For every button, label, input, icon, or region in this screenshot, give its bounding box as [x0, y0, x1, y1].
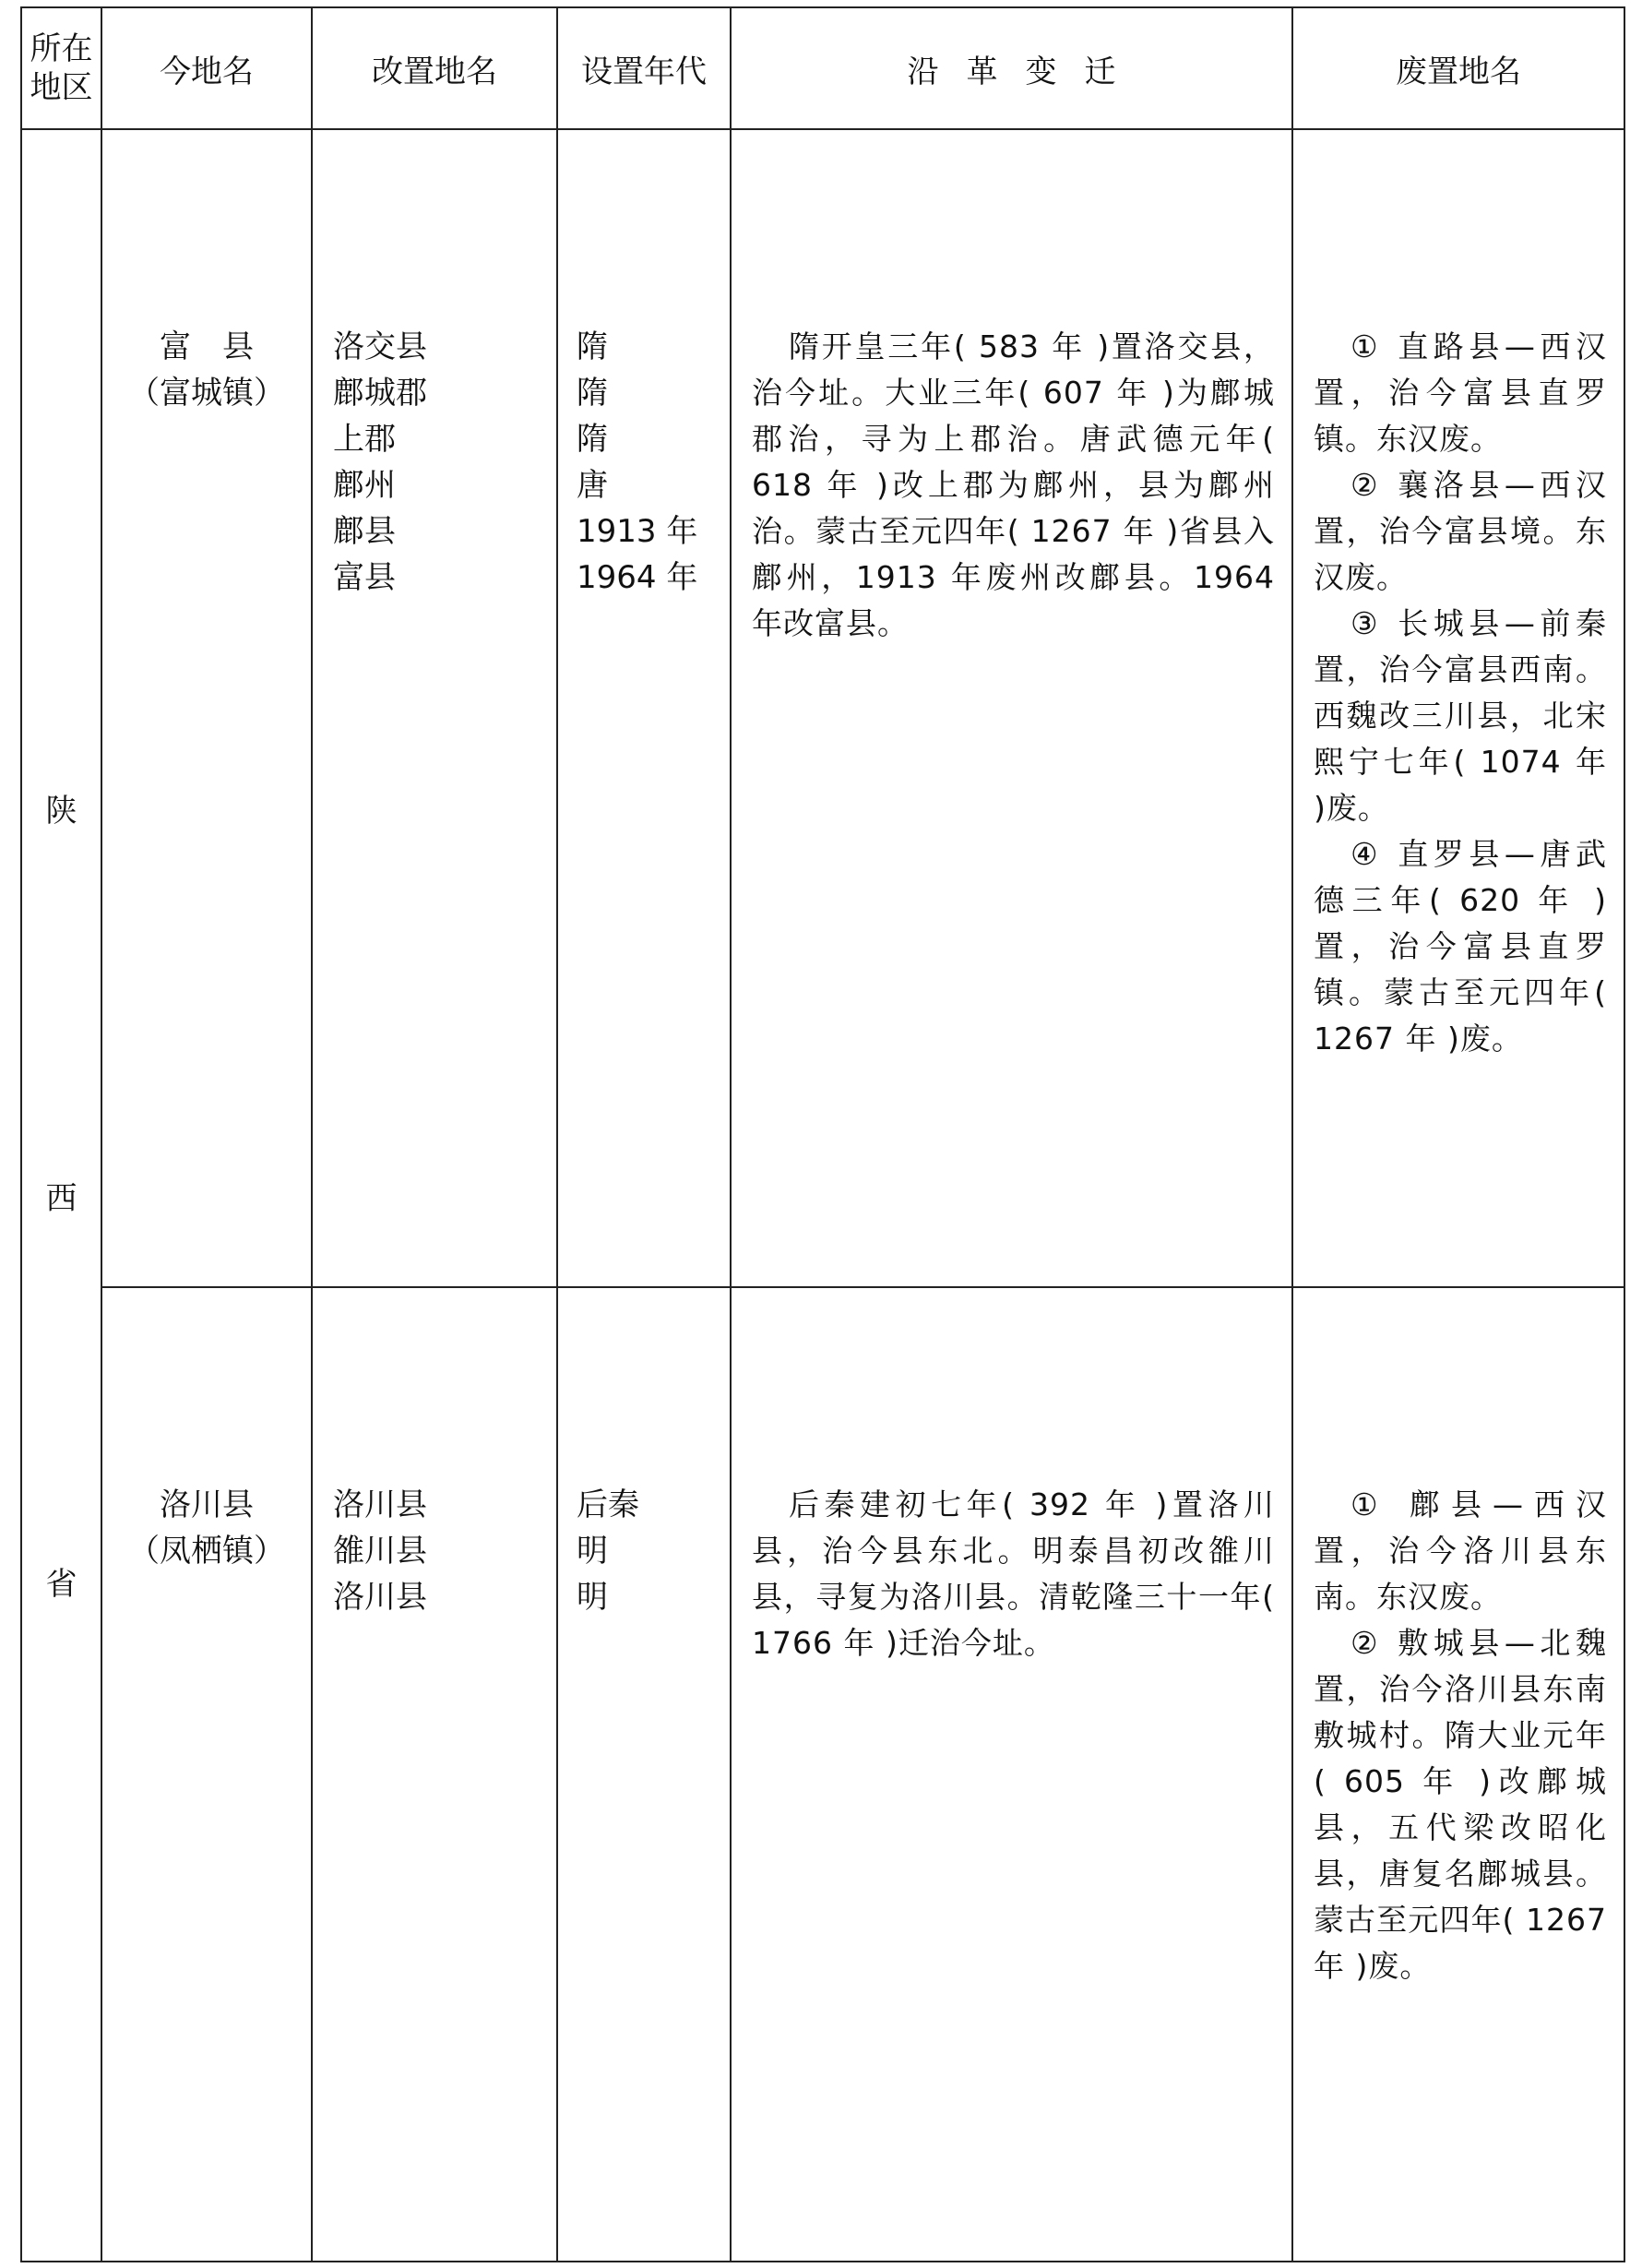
- renamed-item: 鄜州: [333, 467, 396, 504]
- renamed-item: 洛川县: [333, 1486, 427, 1523]
- gazetteer-table: [20, 6, 1625, 2262]
- today-name-cell: [101, 1287, 312, 2262]
- abolished-entry: ① 直路县—西汉置，治今富县直罗镇。东汉废。: [1314, 328, 1607, 457]
- county-seat: （富城镇）: [128, 375, 285, 412]
- header-abolished: 废置地名: [1292, 7, 1624, 129]
- county-seat: （凤栖镇）: [128, 1533, 285, 1570]
- header-region: 所在 地区: [21, 7, 101, 129]
- era-item: 1913 年: [577, 513, 698, 550]
- renamed-item: 雒川县: [333, 1533, 427, 1570]
- abolished-entry: ① 鄜县—西汉置，治今洛川县东南。东汉废。: [1314, 1486, 1607, 1615]
- era-item: 后秦: [577, 1486, 639, 1523]
- era-item: 隋: [577, 328, 608, 365]
- today-name: 富 县: [160, 328, 254, 365]
- today-name-cell: [101, 129, 312, 1287]
- renamed-item: 上郡: [333, 421, 396, 458]
- history-text: 后秦建初七年( 392 年 )置洛川县，治今县东北。明泰昌初改雒川县，寻复为洛川县。清乾隆三十一年( 1766 年 )迁治今址。: [752, 1486, 1275, 1661]
- renamed-cell: [312, 129, 557, 1287]
- region-cell: [21, 129, 101, 2262]
- header-era: 设置年代: [557, 7, 731, 129]
- era-item: 隋: [577, 421, 608, 458]
- renamed-item: 洛交县: [333, 328, 427, 365]
- history-cell: [731, 129, 1292, 1287]
- abolished-entry: ④ 直罗县—唐武德三年( 620 年 )置，治今富县直罗镇。蒙古至元四年( 1267 年 )废。: [1314, 836, 1607, 1056]
- table-row: [21, 129, 1624, 1287]
- region-char: 陕: [45, 793, 77, 830]
- header-row: [21, 7, 1624, 129]
- region-char: 省: [45, 1566, 77, 1603]
- abolished-entry: ② 敷城县—北魏置，治今洛川县东南敷城村。隋大业元年( 605 年 )改鄜城县，五代梁改昭化县，唐复名鄜城县。蒙古至元四年( 1267 年 )废。: [1314, 1625, 1607, 1984]
- abolished-entry: ③ 长城县—前秦置，治今富县西南。西魏改三川县，北宋熙宁七年( 1074 年 )废。: [1314, 605, 1607, 826]
- era-item: 隋: [577, 375, 608, 412]
- region-char: 西: [45, 1180, 77, 1217]
- header-history: 沿革变迁: [731, 7, 1292, 129]
- era-cell: [557, 1287, 731, 2262]
- header-renamed: 改置地名: [312, 7, 557, 129]
- era-cell: [557, 129, 731, 1287]
- renamed-item: 鄜城郡: [333, 375, 427, 412]
- history-cell: [731, 1287, 1292, 2262]
- era-item: 唐: [577, 467, 608, 504]
- era-item: 明: [577, 1533, 608, 1570]
- era-item: 明: [577, 1579, 608, 1616]
- renamed-item: 洛川县: [333, 1579, 427, 1616]
- table-row: [21, 1287, 1624, 2262]
- renamed-item: 富县: [333, 559, 396, 596]
- renamed-cell: [312, 1287, 557, 2262]
- today-name: 洛川县: [160, 1486, 254, 1523]
- abolished-cell: [1292, 129, 1624, 1287]
- abolished-cell: [1292, 1287, 1624, 2262]
- abolished-entry: ② 襄洛县—西汉置，治今富县境。东汉废。: [1314, 467, 1607, 595]
- era-item: 1964 年: [577, 559, 698, 596]
- header-today-name: 今地名: [101, 7, 312, 129]
- renamed-item: 鄜县: [333, 513, 396, 550]
- history-text: 隋开皇三年( 583 年 )置洛交县，治今址。大业三年( 607 年 )为鄜城郡治，寻为上郡治。唐武德元年( 618 年 )改上郡为鄜州，县为鄜州治。蒙古至元四年( 1267 年 )省县入鄜州，1913 年废州改鄜县。1964 年改富县。: [752, 328, 1275, 641]
